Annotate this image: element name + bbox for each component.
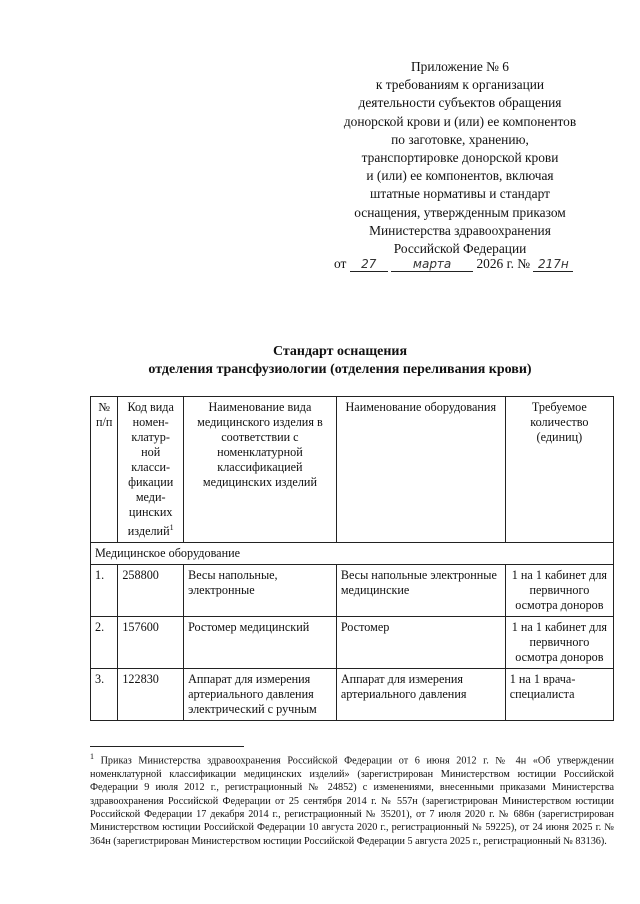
row-quantity: 1 на 1 кабинет для первичного осмотра доноров (505, 565, 613, 617)
appendix-line: и (или) ее компонентов, включая (366, 168, 554, 184)
footnote-mark: 1 (90, 752, 94, 761)
row-code: 122830 (118, 669, 184, 721)
appendix-line: по заготовке, хранению, (391, 131, 529, 147)
header-code (118, 397, 184, 543)
document-subtitle: отделения трансфузиологии (отделения переливания крови) (148, 362, 532, 377)
row-num: 3. (91, 669, 118, 721)
appendix-line: к требованиям к организации (375, 77, 545, 93)
section-row (91, 543, 614, 565)
header-num: № п/п (91, 397, 118, 543)
date-prefix: от (334, 256, 347, 271)
appendix-line: Российской Федерации (393, 241, 527, 257)
row-quantity: 1 на 1 врача-специалиста (505, 669, 613, 721)
footnote-divider (90, 746, 244, 747)
header-kind: Наименование вида медицинского изделия в соответствии с номенклатурной классификацией медицинских изделий (184, 397, 337, 543)
header-code-text: Код вида номен-клатур-ной класси-фикации меди-цинских изделий (127, 400, 174, 539)
row-equipment: Весы напольные электронные медицинские (336, 565, 505, 617)
date-month: марта (391, 257, 473, 272)
document-title: Стандарт оснащения (272, 344, 408, 359)
header-quantity: Требуемое количество (единиц) (505, 397, 613, 543)
order-date-line (334, 256, 614, 272)
appendix-line: донорской крови и (или) ее компонентов (343, 113, 577, 129)
appendix-line: Приложение № 6 (410, 59, 510, 74)
date-year: 2026 г. № (476, 256, 531, 271)
appendix-line: оснащения, утвержденным приказом (354, 204, 566, 220)
table-header-row (91, 397, 614, 543)
row-code: 258800 (118, 565, 184, 617)
equipment-standard-table (90, 396, 614, 721)
footnote (90, 750, 614, 848)
table-row (91, 565, 614, 617)
section-title: Медицинское оборудование (91, 543, 614, 565)
row-quantity: 1 на 1 кабинет для первичного осмотра доноров (505, 617, 613, 669)
row-kind: Весы напольные, электронные (184, 565, 337, 617)
table-row (91, 617, 614, 669)
appendix-line: Министерства здравоохранения (369, 222, 551, 238)
header-equipment: Наименование оборудования (336, 397, 505, 543)
row-equipment: Аппарат для измерения артериального давления (336, 669, 505, 721)
row-kind: Ростомер медицинский (184, 617, 337, 669)
order-number: 217н (533, 257, 573, 272)
row-num: 1. (91, 565, 118, 617)
row-kind: Аппарат для измерения артериального давления электрический с ручным (184, 669, 337, 721)
appendix-line: деятельности субъектов обращения (358, 95, 562, 111)
footnote-text: Приказ Министерства здравоохранения Российской Федерации от 6 июня 2012 г. № 4н «Об утверждении номенклатурной классификации медицинских изделий» (зарегистрирован Министерством юстиции Российской Федерации 9 июля 2012 г., регистрационный № 24852) с изменениями, внесенными приказами Министерства здравоохранения Российской Федерации от 25 сентября 2014 г. № 557н (зарегистрирован Министерством юстиции Российской Федерации 17 декабря 2014 г., регистрационный № 35201), от 7 июля 2020 г. № 686н (зарегистрирован Министерством юстиции Российской Федерации 10 августа 2020 г., регистрационный № 59225), от 24 июня 2025 г. № 364н (зарегистрирован Министерством юстиции Российской Федерации 5 августа 2025 г., регистрационный № 83136). (90, 755, 614, 847)
row-equipment: Ростомер (336, 617, 505, 669)
footnote-ref: 1 (169, 523, 174, 532)
date-day: 27 (350, 257, 388, 272)
row-code: 157600 (118, 617, 184, 669)
table-row (91, 669, 614, 721)
appendix-line: транспортировке донорской крови (361, 150, 559, 166)
appendix-line: штатные нормативы и стандарт (370, 186, 550, 202)
row-num: 2. (91, 617, 118, 669)
appendix-header (300, 58, 620, 258)
